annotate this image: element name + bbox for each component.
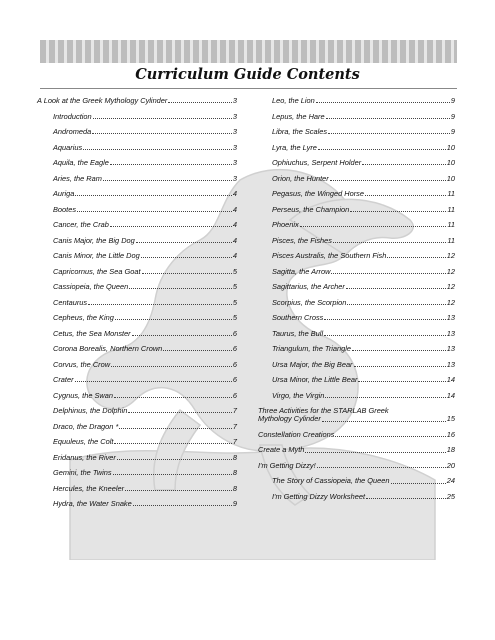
toc-entry-sagittarius-the-archer[interactable] — [258, 283, 455, 291]
toc-entry-title: Ophiuchus, Serpent Holder — [272, 158, 362, 167]
toc-entry-three-activities-for-the-starlab-greek[interactable] — [258, 407, 455, 424]
toc-entry-page: 14 — [446, 375, 455, 384]
toc-entry-title: Introduction — [53, 111, 92, 121]
toc-entry-title: Auriga — [53, 189, 75, 198]
toc-entry-pisces-the-fishes[interactable] — [258, 237, 455, 245]
toc-entry-aquila-the-eagle[interactable] — [37, 159, 237, 167]
dot-leader — [133, 505, 232, 506]
toc-entry-page: 7 — [232, 421, 237, 431]
toc-entry-pisces-australis-the-southern-fish[interactable] — [258, 252, 455, 260]
toc-entry-libra-the-scales[interactable] — [258, 128, 455, 136]
toc-entry-triangulum-the-triangle[interactable] — [258, 345, 455, 353]
toc-entry-title: Centaurus — [53, 297, 88, 307]
toc-entry-eridanus-the-river[interactable] — [37, 454, 237, 462]
toc-entry-page: 3 — [232, 142, 237, 152]
toc-entry-page: 13 — [446, 313, 455, 322]
toc-entry-hercules-the-kneeler[interactable] — [37, 485, 237, 493]
dot-leader — [354, 366, 446, 367]
dot-leader — [129, 288, 232, 289]
toc-entry-title: Canis Major, the Big Dog — [53, 235, 135, 245]
toc-entry-title: Lepus, the Hare — [272, 111, 325, 121]
dot-leader — [117, 459, 232, 460]
dot-leader — [358, 381, 445, 382]
toc-entry-cancer-the-crab[interactable] — [37, 221, 237, 229]
toc-entry-ursa-major-the-big-bear[interactable] — [258, 361, 455, 369]
toc-entry-title: Eridanus, the River — [53, 452, 116, 462]
toc-entry-page: 14 — [446, 390, 455, 400]
toc-entry-andromeda[interactable] — [37, 128, 237, 136]
toc-entry-title: Phoenix — [272, 220, 299, 229]
toc-entry-sagitta-the-arrow[interactable] — [258, 268, 455, 276]
toc-entry-page: 3 — [232, 96, 237, 105]
toc-entry-ursa-minor-the-little-bear[interactable] — [258, 376, 455, 384]
toc-entry-page: 10 — [446, 142, 455, 152]
toc-entry-page: 10 — [446, 158, 455, 167]
toc-entry-title: Sagitta, the Arrow — [272, 266, 331, 276]
dot-leader — [163, 350, 232, 351]
toc-entry-the-story-of-cassiopeia-the-queen[interactable] — [258, 477, 455, 485]
toc-entry-title: Cetus, the Sea Monster — [53, 328, 131, 338]
toc-entry-equuleus-the-colt[interactable] — [37, 438, 237, 446]
toc-entry-title: Hercules, the Kneeler — [53, 483, 125, 493]
toc-entry-title: Corvus, the Crow — [53, 359, 111, 369]
toc-entry-title: Draco, the Dragon * — [53, 421, 119, 431]
toc-entry-page: 18 — [446, 445, 455, 455]
toc-entry-title: Orion, the Hunter — [272, 173, 329, 183]
dot-leader — [110, 164, 232, 165]
toc-entry-title: Ursa Minor, the Little Bear — [272, 375, 358, 384]
dot-leader — [352, 350, 446, 351]
toc-entry-aquarius[interactable] — [37, 144, 237, 152]
title-rule — [40, 88, 457, 89]
toc-entry-title: Pisces, the Fishes — [272, 235, 332, 245]
toc-entry-page: 9 — [450, 111, 455, 121]
toc-entry-lepus-the-hare[interactable] — [258, 113, 455, 121]
toc-entry-title: Cancer, the Crab — [53, 220, 109, 229]
toc-entry-page: 6 — [232, 375, 237, 384]
toc-entry-page: 9 — [232, 499, 237, 508]
toc-entry-title: Create a Myth — [258, 445, 305, 455]
toc-entry-taurus-the-bull[interactable] — [258, 330, 455, 338]
toc-entry-southern-cross[interactable] — [258, 314, 455, 322]
toc-entry-title: A Look at the Greek Mythology Cylinder — [37, 96, 168, 105]
toc-entry-title: Crater — [53, 375, 74, 384]
toc-entry-scorpius-the-scorpion[interactable] — [258, 299, 455, 307]
dot-leader — [111, 366, 232, 367]
toc-entry-page: 3 — [232, 111, 237, 121]
toc-entry-cetus-the-sea-monster[interactable] — [37, 330, 237, 338]
dot-leader — [330, 180, 446, 181]
toc-entry-title: Constellation Creations — [258, 429, 335, 439]
toc-entry-perseus-the-champion[interactable] — [258, 206, 455, 214]
toc-entry-pegasus-the-winged-horse[interactable] — [258, 190, 455, 198]
dot-leader — [83, 149, 232, 150]
toc-entry-title: Sagittarius, the Archer — [272, 282, 345, 291]
toc-entry-title: Bootes — [53, 204, 77, 214]
toc-entry-title: Cygnus, the Swan — [53, 390, 113, 400]
toc-entry-page: 3 — [232, 158, 237, 167]
dot-leader — [75, 195, 232, 196]
dot-leader — [318, 149, 446, 150]
toc-entry-title: Perseus, the Champion — [272, 204, 350, 214]
dot-leader — [317, 467, 446, 468]
toc-entry-title-cont: Mythology Cylinder — [258, 414, 321, 424]
dot-leader — [305, 452, 445, 453]
dot-leader — [362, 164, 446, 165]
dot-leader — [391, 483, 446, 484]
toc-entry-aries-the-ram[interactable] — [37, 175, 237, 183]
dot-leader — [141, 257, 232, 258]
dot-leader — [328, 133, 450, 134]
toc-entry-page: 11 — [447, 235, 455, 245]
toc-entry-title: Aries, the Ram — [53, 173, 102, 183]
dot-leader — [88, 304, 232, 305]
toc-entry-leo-the-lion[interactable] — [258, 97, 455, 105]
toc-entry-title: Pegasus, the Winged Horse — [272, 189, 364, 198]
dot-leader — [325, 397, 445, 398]
toc-entry-page: 4 — [232, 189, 237, 198]
dot-leader — [316, 102, 450, 103]
toc-entry-canis-major-the-big-dog[interactable] — [37, 237, 237, 245]
toc-entry-introduction[interactable] — [37, 113, 237, 121]
toc-entry-title: Capricornus, the Sea Goat — [53, 266, 141, 276]
dot-leader — [326, 118, 450, 119]
toc-entry-constellation-creations[interactable] — [258, 431, 455, 439]
toc-entry-title: The Story of Cassiopeia, the Queen — [272, 476, 390, 486]
toc-entry-page: 15 — [446, 414, 455, 424]
toc-entry-cygnus-the-swan[interactable] — [37, 392, 237, 400]
toc-entry-crater[interactable] — [37, 376, 237, 384]
toc-entry-page: 3 — [232, 127, 237, 136]
dot-leader — [75, 381, 232, 382]
toc-entry-page: 8 — [232, 483, 237, 493]
toc-entry-title: Triangulum, the Triangle — [272, 344, 352, 353]
toc-entry-page: 5 — [232, 282, 237, 291]
toc-entry-title: Taurus, the Bull — [272, 328, 324, 338]
toc-entry-title: Corona Borealis, Northern Crown — [53, 344, 163, 353]
dot-leader — [300, 226, 447, 227]
dot-leader — [128, 412, 232, 413]
toc-entry-page: 9 — [450, 127, 455, 136]
toc-entry-title: Pisces Australis, the Southern Fish — [272, 251, 387, 260]
toc-right-column — [258, 97, 455, 508]
toc-entry-auriga[interactable] — [37, 190, 237, 198]
dot-leader — [322, 421, 446, 422]
toc-entry-page: 11 — [447, 204, 455, 214]
toc-entry-page: 4 — [232, 220, 237, 229]
toc-entry-title: Southern Cross — [272, 313, 324, 322]
dot-leader — [114, 397, 232, 398]
toc-entry-page: 13 — [446, 328, 455, 338]
toc-entry-capricornus-the-sea-goat[interactable] — [37, 268, 237, 276]
dot-leader — [114, 443, 231, 444]
toc-entry-title: Ursa Major, the Big Bear — [272, 359, 353, 369]
toc-entry-page: 5 — [232, 266, 237, 276]
toc-entry-page: 24 — [446, 476, 455, 486]
dot-leader — [366, 498, 446, 499]
toc-entry-page: 16 — [446, 429, 455, 439]
toc-left-column — [37, 97, 237, 516]
toc-entry-draco-the-dragon[interactable] — [37, 423, 237, 431]
toc-entry-corvus-the-crow[interactable] — [37, 361, 237, 369]
dot-leader — [132, 335, 232, 336]
toc-entry-page: 11 — [447, 220, 455, 229]
toc-entry-title: Lyra, the Lyre — [272, 142, 317, 152]
toc-entry-title: Aquarius — [53, 142, 83, 152]
toc-entry-page: 8 — [232, 468, 237, 477]
toc-entry-page: 8 — [232, 452, 237, 462]
dot-leader — [387, 257, 445, 258]
dot-leader — [324, 335, 446, 336]
toc-entry-ophiuchus-serpent-holder[interactable] — [258, 159, 455, 167]
dot-leader — [115, 319, 232, 320]
toc-entry-page: 13 — [446, 344, 455, 353]
toc-entry-title: Canis Minor, the Little Dog — [53, 251, 140, 260]
toc-entry-page: 5 — [232, 313, 237, 322]
dot-leader — [350, 211, 446, 212]
toc-entry-i-m-getting-dizzy[interactable] — [258, 462, 455, 470]
dot-leader — [346, 288, 446, 289]
toc-entry-canis-minor-the-little-dog[interactable] — [37, 252, 237, 260]
toc-entry-title: I'm Getting Dizzy Worksheet — [272, 491, 365, 501]
toc-entry-page: 12 — [446, 266, 455, 276]
toc-entry-page: 12 — [446, 282, 455, 291]
dot-leader — [142, 273, 232, 274]
toc-entry-hydra-the-water-snake[interactable] — [37, 500, 237, 508]
toc-entry-a-look-at-the-greek-mythology-cylinder[interactable] — [37, 97, 237, 105]
dot-leader — [110, 226, 232, 227]
toc-entry-create-a-myth[interactable] — [258, 446, 455, 454]
dot-leader — [347, 304, 445, 305]
toc-entry-page: 6 — [232, 328, 237, 338]
toc-entry-cassiopeia-the-queen[interactable] — [37, 283, 237, 291]
toc-entry-title: Andromeda — [53, 127, 92, 136]
toc-entry-page: 4 — [232, 204, 237, 214]
toc-entry-page: 7 — [232, 437, 237, 446]
dot-leader — [324, 319, 445, 320]
toc-entry-i-m-getting-dizzy-worksheet[interactable] — [258, 493, 455, 501]
toc-entry-page: 5 — [232, 297, 237, 307]
toc-entry-page: 25 — [446, 491, 455, 501]
toc-entry-page: 4 — [232, 251, 237, 260]
toc-entry-title: Cassiopeia, the Queen — [53, 282, 129, 291]
toc-entry-centaurus[interactable] — [37, 299, 237, 307]
toc-entry-page: 4 — [232, 235, 237, 245]
dot-leader — [333, 242, 446, 243]
toc-entry-page: 13 — [446, 359, 455, 369]
toc-entry-page: 3 — [232, 173, 237, 183]
toc-entry-virgo-the-virgin[interactable] — [258, 392, 455, 400]
dot-leader — [335, 436, 445, 437]
toc-entry-gemini-the-twins[interactable] — [37, 469, 237, 477]
toc-entry-page: 12 — [446, 297, 455, 307]
toc-entry-page: 10 — [446, 173, 455, 183]
toc-entry-title: Three Activities for the STARLAB Greek — [258, 406, 389, 415]
toc-entry-title: I'm Getting Dizzy! — [258, 460, 316, 470]
toc-entry-corona-borealis-northern-crown[interactable] — [37, 345, 237, 353]
toc-entry-title: Cepheus, the King — [53, 313, 114, 322]
toc-entry-title: Equuleus, the Colt — [53, 437, 114, 446]
toc-entry-orion-the-hunter[interactable] — [258, 175, 455, 183]
dot-leader — [103, 180, 232, 181]
toc-entry-page: 7 — [232, 406, 237, 415]
toc-entry-title: Leo, the Lion — [272, 96, 315, 105]
toc-entry-page: 9 — [450, 96, 455, 105]
dot-leader — [93, 118, 232, 119]
dot-leader — [168, 102, 232, 103]
page-title: Curriculum Guide Contents — [135, 66, 360, 83]
toc-entry-bootes[interactable] — [37, 206, 237, 214]
toc-entry-page: 12 — [446, 251, 455, 260]
toc-entry-title: Delphinus, the Dolphin — [53, 406, 128, 415]
toc-entry-cepheus-the-king[interactable] — [37, 314, 237, 322]
toc-entry-lyra-the-lyre[interactable] — [258, 144, 455, 152]
dot-leader — [119, 428, 232, 429]
toc-entry-page: 6 — [232, 344, 237, 353]
toc-entry-title: Libra, the Scales — [272, 127, 328, 136]
dot-leader — [125, 490, 232, 491]
dot-leader — [136, 242, 232, 243]
toc-entry-title: Aquila, the Eagle — [53, 158, 109, 167]
dot-leader — [113, 474, 232, 475]
toc-entry-title: Scorpius, the Scorpion — [272, 297, 347, 307]
dot-leader — [365, 195, 446, 196]
dot-leader — [77, 211, 232, 212]
dot-leader — [331, 273, 445, 274]
toc-entry-page: 11 — [447, 189, 455, 198]
toc-entry-page: 20 — [446, 460, 455, 470]
toc-entry-title: Hydra, the Water Snake — [53, 499, 132, 508]
toc-entry-page: 6 — [232, 359, 237, 369]
toc-entry-delphinus-the-dolphin[interactable] — [37, 407, 237, 415]
toc-entry-page: 6 — [232, 390, 237, 400]
dot-leader — [92, 133, 232, 134]
toc-entry-title: Gemini, the Twins — [53, 468, 112, 477]
header-stripe-band — [40, 40, 457, 63]
toc-entry-title: Virgo, the Virgin — [272, 390, 325, 400]
toc-entry-phoenix[interactable] — [258, 221, 455, 229]
